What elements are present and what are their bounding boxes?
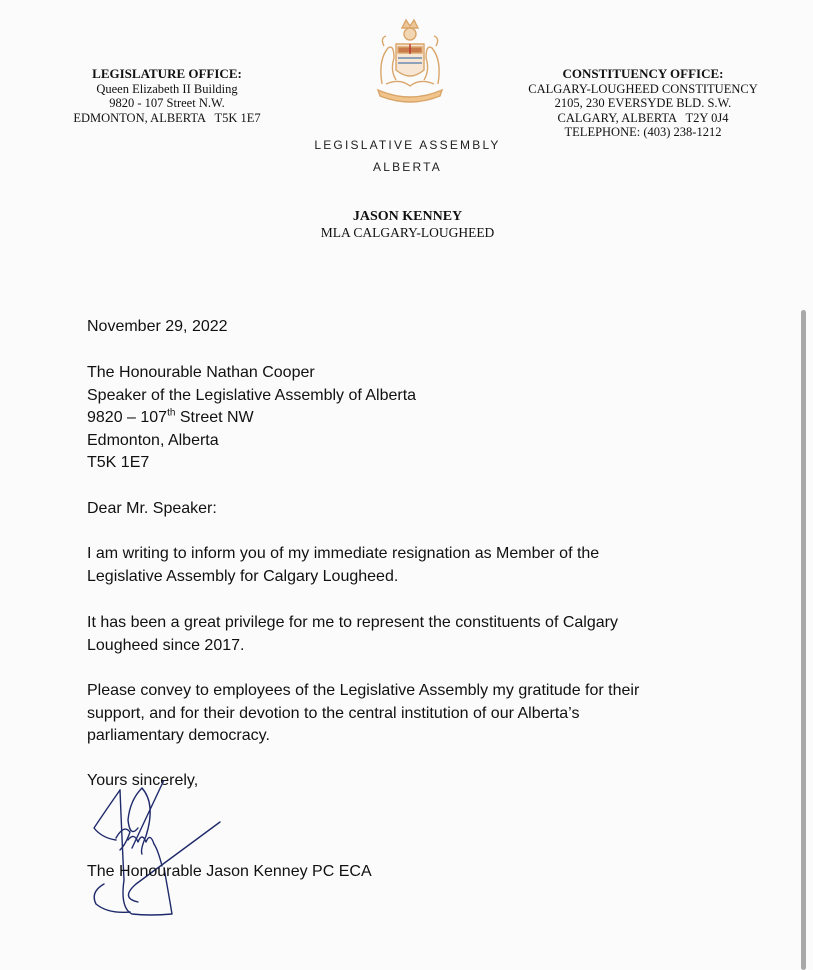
paragraph-gratitude — [87, 680, 639, 748]
recipient-name: The Honourable Nathan Cooper — [87, 364, 315, 381]
paragraph-line: support, and for their devotion to the central institution of our Alberta’s — [87, 704, 580, 722]
paragraph-resignation — [87, 543, 599, 588]
paragraph-line: I am writing to inform you of my immediate resignation as Member of the — [87, 545, 600, 562]
recipient-postal-code: T5K 1E7 — [87, 454, 150, 471]
legislative-assembly-wordmark — [300, 134, 515, 178]
letter-date: November 29, 2022 — [87, 318, 228, 335]
vertical-scrollbar[interactable] — [801, 310, 806, 970]
province-name: ALBERTA — [373, 160, 442, 174]
signature-image — [80, 780, 240, 920]
address-line: CALGARY, ALBERTA T2Y 0J4 — [557, 110, 729, 125]
constituency-office-heading: CONSTITUENCY OFFICE: — [562, 66, 724, 81]
signoff-name: The Honourable Jason Kenney PC ECA — [87, 863, 372, 880]
constituency-office-address — [512, 67, 774, 140]
member-title: MLA CALGARY-LOUGHEED — [320, 225, 495, 240]
paragraph-line: It has been a great privilege for me to represent the constituents of Calgary — [87, 614, 618, 631]
member-block — [300, 208, 515, 241]
member-name: JASON KENNEY — [352, 209, 463, 224]
coat-of-arms-icon — [360, 14, 460, 114]
address-line: 2105, 230 EVERSYDE BLD. S.W. — [554, 96, 732, 110]
address-line: Queen Elizabeth II Building — [96, 81, 238, 96]
street-name: Street NW — [175, 409, 254, 426]
salutation: Dear Mr. Speaker: — [87, 500, 217, 517]
assembly-name: LEGISLATIVE ASSEMBLY — [314, 138, 501, 152]
paragraph-line: Please convey to employees of the Legislative Assembly my gratitude for their — [87, 682, 640, 699]
ordinal-suffix: th — [167, 407, 176, 419]
paragraph-line: Lougheed since 2017. — [87, 636, 245, 654]
paragraph-line: parliamentary democracy. — [87, 727, 270, 744]
street-number: 9820 – 107 — [87, 409, 168, 426]
address-line: EDMONTON, ALBERTA T5K 1E7 — [73, 110, 261, 125]
address-line: 9820 - 107 Street N.W. — [109, 96, 225, 110]
telephone: TELEPHONE: (403) 238-1212 — [564, 125, 722, 139]
recipient-title: Speaker of the Legislative Assembly of Alberta — [87, 386, 417, 404]
address-line: CALGARY-LOUGHEED CONSTITUENCY — [528, 81, 758, 96]
closing: Yours sincerely, — [87, 772, 199, 789]
paragraph-privilege — [87, 612, 618, 657]
legislature-office-heading: LEGISLATURE OFFICE: — [92, 66, 242, 81]
recipient-address — [87, 362, 416, 475]
legislature-office-address — [58, 67, 276, 125]
recipient-city: Edmonton, Alberta — [87, 431, 219, 449]
recipient-street — [87, 407, 416, 430]
paragraph-line: Legislative Assembly for Calgary Lougheed. — [87, 567, 399, 585]
